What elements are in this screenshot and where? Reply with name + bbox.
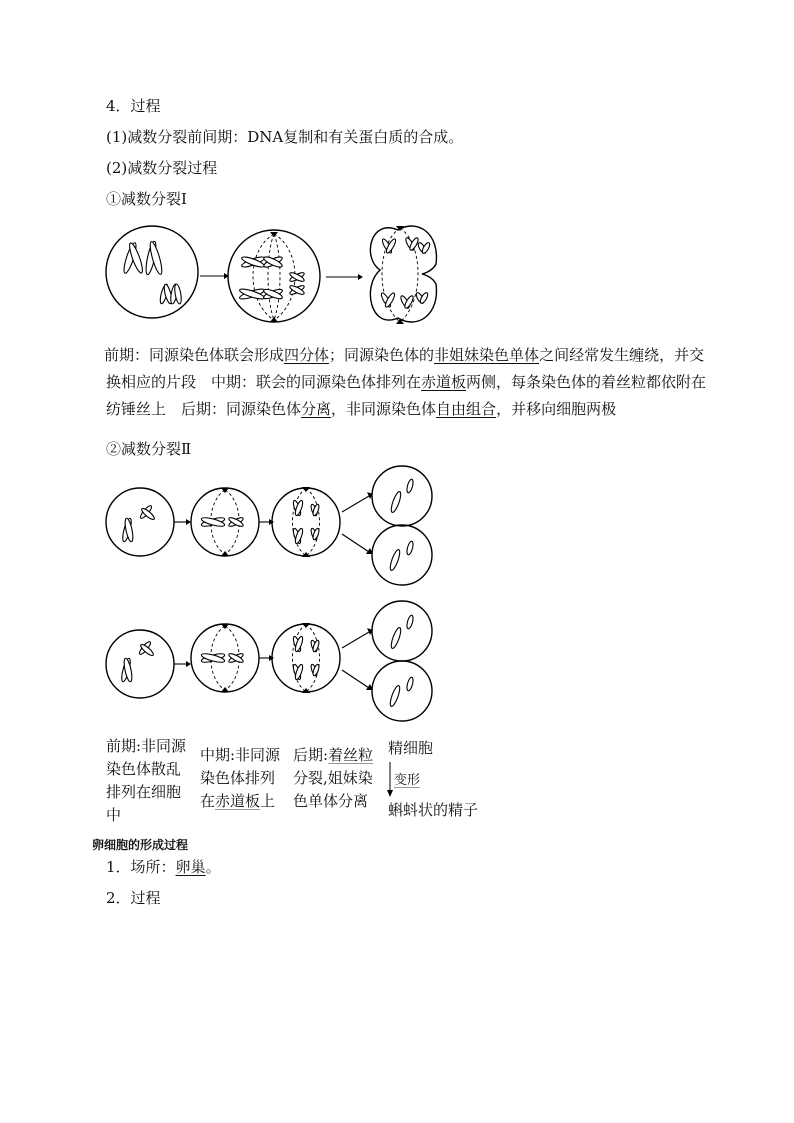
m1-arrow-1 — [200, 273, 229, 279]
term-ovary: 卵巢 — [175, 858, 206, 876]
m1-tetrad-2 — [159, 284, 183, 305]
label-m2-anaphase — [293, 744, 375, 813]
heading-process: 4．过程 — [106, 97, 161, 115]
term-free-combination: 自由组合 — [436, 400, 497, 418]
egg-place — [106, 855, 221, 879]
interphase-text: (1)减数分裂前间期：DNA复制和有关蛋白质的合成。 — [106, 128, 464, 146]
label-m2-metaphase-b: 上 — [260, 792, 276, 810]
m2-row-1 — [106, 466, 432, 585]
m1-desc-part1: 前期：同源染色体联会形成 — [104, 346, 285, 364]
term-m2-equatorial-plate: 赤道板 — [215, 792, 261, 810]
egg-place-end: 。 — [205, 858, 221, 876]
meiosis1-figure — [100, 214, 450, 334]
meiosis2-figure — [100, 468, 440, 728]
m1-desc-part5: ，非同源染色体 — [331, 400, 437, 418]
m1-cell-anaphase — [370, 226, 436, 322]
label-tadpole-sperm: 蝌蚪状的精子 — [388, 801, 479, 819]
term-centromere: 着丝粒 — [328, 746, 374, 764]
m2-row-2 — [106, 601, 432, 721]
label-m2-prophase: 前期:非同源染色体散乱排列在细胞中 — [106, 737, 187, 824]
label-m2-metaphase — [200, 744, 282, 813]
m1-chromosomes-2 — [239, 255, 306, 301]
m1-tetrad-1 — [122, 241, 164, 276]
egg-process: 2．过程 — [106, 889, 161, 907]
meiosis-process-title: (2)减数分裂过程 — [106, 159, 218, 177]
m1-desc-part4: 两侧，每条染色体的着丝粒都依附在纺锤丝上 后期：同源染色体 — [106, 373, 707, 418]
egg-formation-heading: 卵细胞的形成过程 — [92, 838, 189, 852]
label-m2-metaphase-a: 中期:非同源染色体排列在 — [200, 746, 281, 810]
m1-cell-prophase — [106, 226, 198, 318]
m1-cell-metaphase — [228, 230, 320, 322]
egg-place-label: 1．场所： — [106, 858, 176, 876]
label-m2-anaphase-a: 后期: — [293, 746, 329, 764]
label-sperm-cell: 精细胞 — [388, 739, 434, 757]
m1-desc-part6: ，并移向细胞两极 — [496, 400, 617, 418]
meiosis2-title: ②减数分裂Ⅱ — [106, 440, 192, 458]
m1-desc-part3: 之间经常发生缠绕，并交换相应的片段 中期：联会的同源染色体排列在 — [106, 346, 705, 391]
m1-desc-part2: ；同源染色体的 — [329, 346, 435, 364]
term-nonsister-chromatids: 非姐妹染色单体 — [434, 346, 540, 364]
m1-spindle-2 — [253, 232, 295, 322]
term-separation: 分离 — [301, 400, 332, 418]
term-equatorial-plate: 赤道板 — [421, 373, 467, 391]
term-tetrad: 四分体 — [284, 346, 330, 364]
meiosis1-description — [106, 342, 718, 423]
label-transform: 变形 — [394, 773, 421, 788]
label-m2-anaphase-b: 分裂,姐妹染色单体分离 — [293, 769, 373, 810]
meiosis1-title: ①减数分裂Ⅰ — [106, 190, 187, 208]
m1-arrow-2 — [326, 274, 363, 280]
